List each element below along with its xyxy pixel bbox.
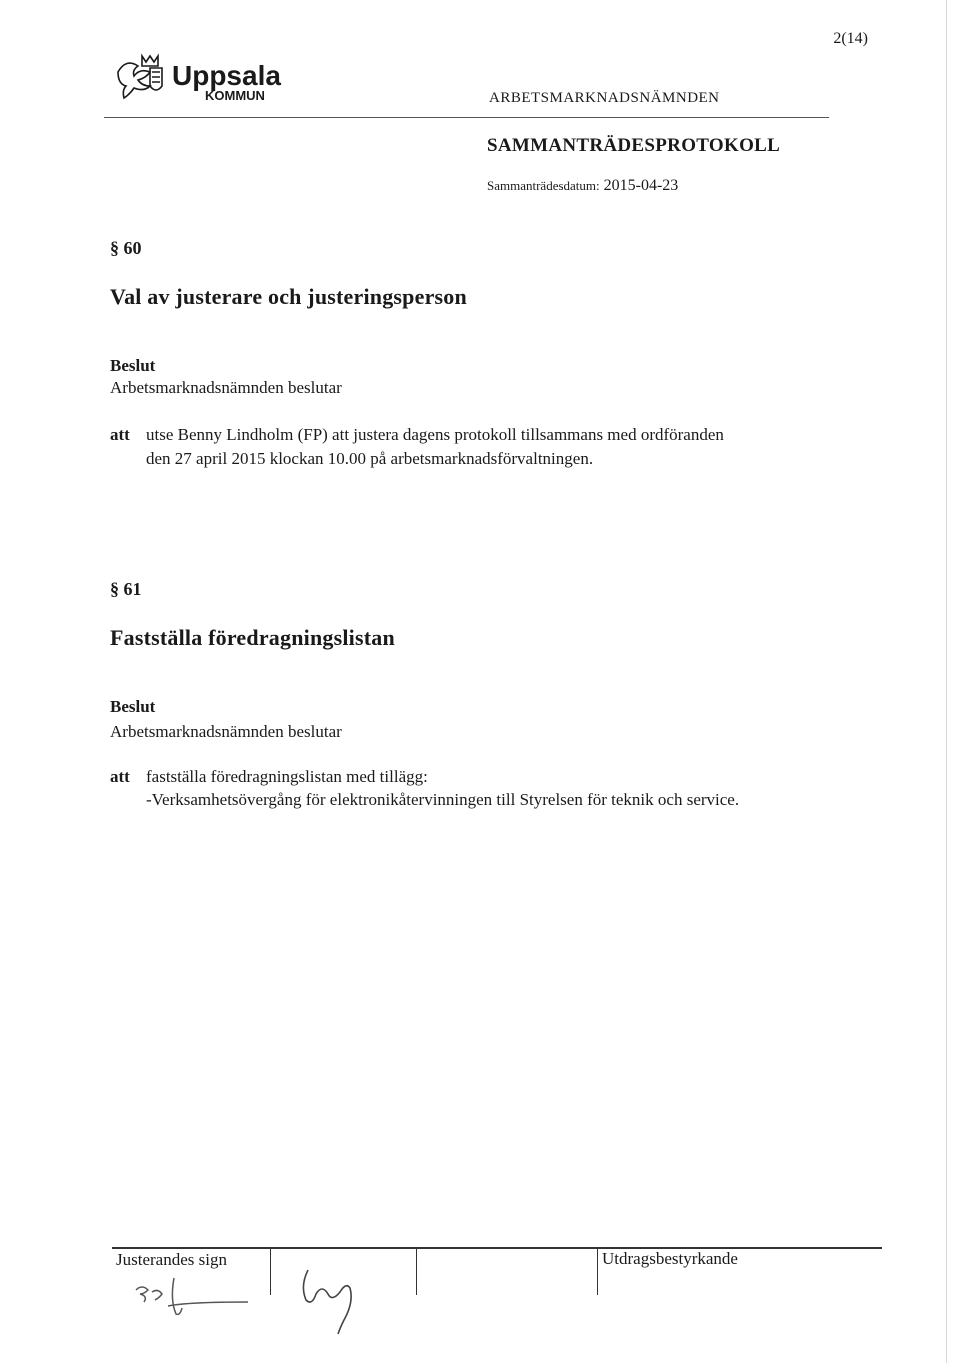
section-heading: Fastställa föredragningslistan [110,625,395,650]
decision-line: fastställa föredragningslistan med tillägg: [146,767,428,786]
att-keyword: att [110,767,130,786]
meeting-date-value: 2015-04-23 [603,177,679,194]
decision-line: utse Benny Lindholm (FP) att justera dagens protokoll tillsammans med ordföranden [146,425,724,444]
section-heading: Val av justerare och justeringsperson [110,284,467,309]
decision-label: Beslut [110,356,156,375]
handwritten-signature-1 [130,1276,260,1326]
header-divider [104,117,829,118]
scan-edge [946,0,947,1363]
org-name: ARBETSMARKNADSNÄMNDEN [489,90,720,106]
coat-of-arms-icon [118,56,162,98]
decision-label: Beslut [110,697,156,716]
att-keyword: att [110,425,130,444]
decision-intro: Arbetsmarknadsnämnden beslutar [110,722,342,741]
meeting-date [487,177,678,195]
document-title: SAMMANTRÄDESPROTOKOLL [487,135,781,156]
handwritten-signature-2 [296,1262,376,1342]
meeting-date-label: Sammanträdesdatum: [487,178,600,193]
logo-text: Uppsala [172,60,281,91]
page-number: 2(14) [833,30,868,47]
decision-intro: Arbetsmarknadsnämnden beslutar [110,378,342,397]
municipality-logo [112,52,312,106]
section-number: § 61 [110,579,142,599]
footer-column-divider [270,1249,271,1295]
footer-column-divider [416,1249,417,1295]
signature-label: Justerandes sign [116,1250,227,1269]
logo-subtext: KOMMUN [205,88,265,103]
section-number: § 60 [110,238,142,258]
footer-divider [112,1247,882,1249]
decision-line: -Verksamhetsövergång för elektronikåtervinningen till Styrelsen för teknik och service. [146,790,740,809]
extract-certification-label: Utdragsbestyrkande [602,1249,738,1268]
footer-column-divider [597,1249,598,1295]
decision-line: den 27 april 2015 klockan 10.00 på arbetsmarknadsförvaltningen. [146,449,594,468]
